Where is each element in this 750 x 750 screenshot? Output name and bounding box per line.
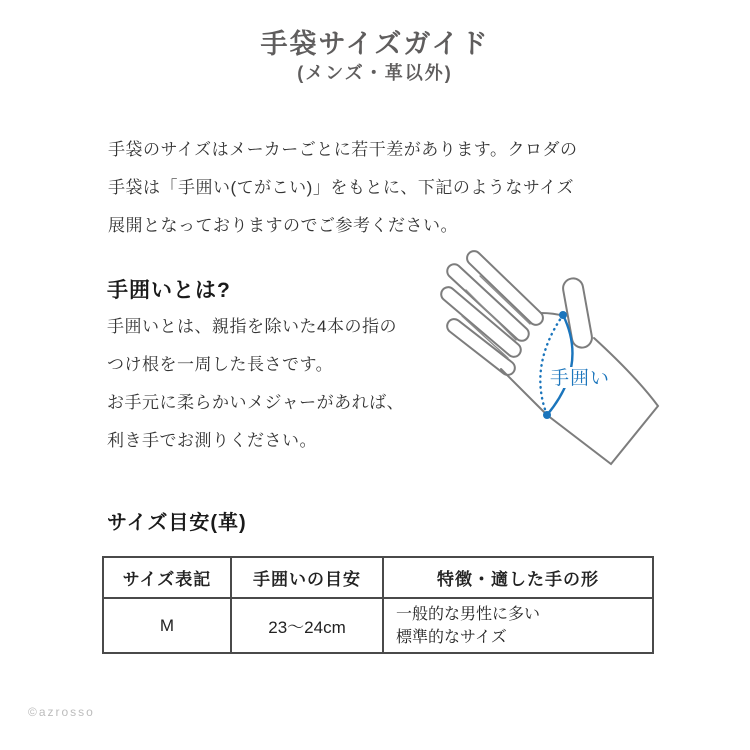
intro-line: 手袋のサイズはメーカーごとに若干差があります。クロダの: [108, 140, 578, 159]
measure-point-top: [559, 311, 567, 319]
definition-line: 手囲いとは、親指を除いた4本の指の: [107, 317, 397, 336]
size-table-header-row: [103, 557, 653, 598]
column-header-measure: 手囲いの目安: [231, 557, 383, 598]
cell-measure: 23〜24cm: [231, 598, 383, 653]
page-subtitle: (メンズ・革以外): [297, 63, 453, 83]
intro-line: 手袋は「手囲い(てがこい)」をもとに、下記のようなサイズ: [108, 178, 574, 197]
definition-line: お手元に柔らかいメジャーがあれば、: [107, 393, 405, 412]
hand-circumference-label: 手囲い: [550, 368, 611, 389]
definition-paragraph: [107, 308, 447, 460]
size-table: [102, 556, 654, 654]
page-title: 手袋サイズガイド: [260, 29, 490, 59]
column-header-feature: 特徴・適した手の形: [383, 557, 653, 598]
glove-diagram: [430, 228, 750, 480]
table-row: [103, 598, 653, 653]
intro-line: 展開となっておりますのでご参考ください。: [108, 216, 458, 235]
feature-line: 標準的なサイズ: [396, 628, 507, 646]
definition-heading: 手囲いとは?: [107, 279, 231, 302]
glove-illustration-icon: [430, 228, 750, 480]
cell-feature: [383, 598, 653, 653]
column-header-size: サイズ表記: [103, 557, 231, 598]
size-table-heading: サイズ目安(革): [107, 512, 247, 534]
credit-watermark: ©azrosso: [28, 705, 95, 719]
measure-point-bottom: [543, 411, 551, 419]
definition-line: つけ根を一周した長さです。: [107, 355, 334, 374]
definition-line: 利き手でお測りください。: [107, 431, 317, 450]
feature-line: 一般的な男性に多い: [396, 605, 541, 623]
cell-size: M: [103, 598, 231, 653]
